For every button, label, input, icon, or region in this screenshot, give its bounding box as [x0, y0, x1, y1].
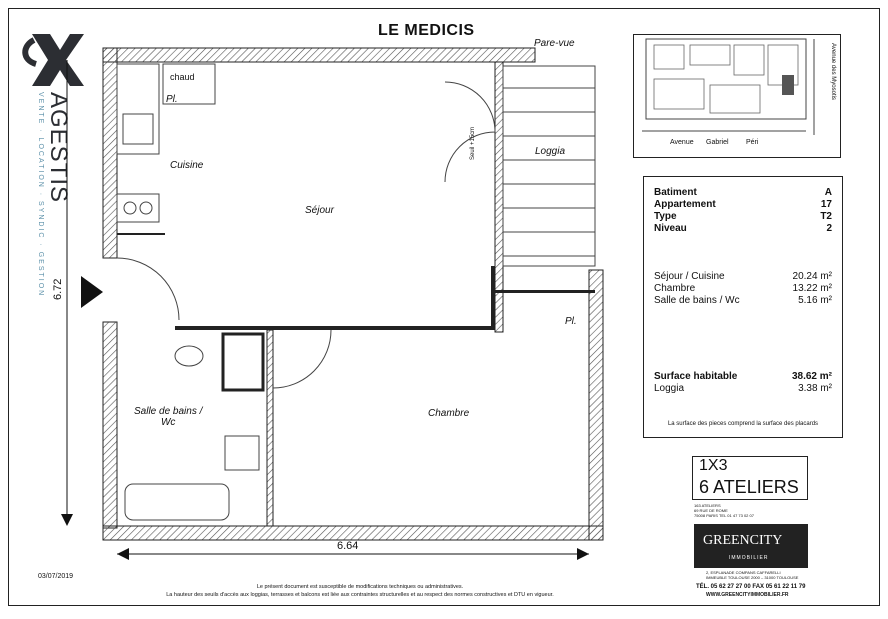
wall-sejour-chambre	[175, 326, 495, 330]
greencity-name: GREENCITY	[703, 533, 783, 548]
footer-line2: La hauteur des seuils d'accès aux loggias, terrasses et balcons est liée aux contraintes structurelles et au respect des normes constructives et DTU en vigueur.	[166, 592, 554, 598]
room-chambre: Chambre	[428, 408, 470, 419]
ateliers-line1: 1X3	[699, 457, 728, 474]
chambre-door-arc	[273, 330, 331, 388]
bathtub	[125, 484, 229, 520]
sdb-label: Salle de bains / Wc	[654, 295, 740, 306]
apartment-info	[643, 176, 843, 438]
wall-sdb	[267, 330, 273, 526]
label-seuil: Seuil +15cm	[470, 126, 476, 160]
entry-door-arc	[117, 258, 179, 320]
appartement-label: Appartement	[654, 199, 716, 210]
brand-name: AGESTIS	[45, 92, 72, 204]
toilet	[175, 346, 203, 366]
loggia-area	[503, 66, 595, 266]
batiment-value: A	[824, 187, 832, 198]
wall-left-bottom	[103, 322, 117, 528]
page-title: LE MEDICIS	[378, 22, 475, 39]
footer-date: 03/07/2019	[38, 573, 74, 580]
appartement-value: 17	[820, 199, 832, 210]
floor-plan	[55, 36, 615, 566]
hob	[117, 194, 159, 222]
type-label: Type	[654, 211, 677, 222]
sejour-value: 20.24 m²	[792, 271, 832, 282]
surface-label: Surface habitable	[654, 371, 738, 382]
sdb-value: 5.16 m²	[798, 295, 832, 306]
room-sejour: Séjour	[305, 205, 334, 216]
chambre-value: 13.22 m²	[792, 283, 832, 294]
ateliers-logo	[692, 456, 808, 500]
label-chaud: chaud	[170, 72, 195, 82]
surface-value: 38.62 m²	[791, 371, 832, 382]
loggia-label: Loggia	[654, 383, 685, 394]
surface-note: La surface des pieces comprend la surface des placards	[667, 421, 819, 427]
wc-box	[223, 334, 263, 390]
greencity-web: WWW.GREENCITYIMMOBILIER.FR	[706, 592, 789, 598]
wall-top	[103, 48, 535, 62]
footer-line1: Le présent document est susceptible de modifications techniques ou administratives.	[256, 584, 464, 590]
wall-placard	[495, 290, 595, 293]
room-cuisine: Cuisine	[170, 160, 204, 171]
label-placard-1: Pl.	[166, 94, 178, 105]
ateliers-address: 163 ATELIERS 69 RUE DE ROME 75008 PARIS TEL 01 47 73 02 07	[694, 503, 754, 518]
loggia-value: 3.38 m²	[798, 383, 832, 394]
greencity-sub: IMMOBILIER	[729, 555, 769, 561]
ateliers-line2: 6 ATELIERS	[699, 477, 799, 497]
niveau-label: Niveau	[654, 223, 687, 234]
batiment-label: Batiment	[654, 187, 697, 198]
street-3: Péri	[746, 139, 759, 146]
wall-chambre-right	[491, 266, 495, 330]
greencity-logo	[694, 524, 808, 568]
site-map-drawing	[634, 35, 840, 157]
room-sdb: Salle de bains / Wc	[134, 406, 203, 428]
dim-height: 6.72	[52, 278, 64, 300]
greencity-address: 2, ESPLANADE COMPANS CAFFARELLI IMMEUBLE TOULOUSE 2000 – 31000 TOULOUSE	[706, 570, 799, 580]
label-pare-vue: Pare-vue	[534, 38, 575, 49]
sejour-label: Séjour / Cuisine	[654, 271, 725, 282]
wall-left-top	[103, 48, 117, 258]
entry-arrow-icon	[81, 276, 103, 308]
label-placard-2: Pl.	[565, 316, 577, 327]
dim-width: 6.64	[337, 540, 359, 552]
washbasin	[225, 436, 259, 470]
type-value: T2	[820, 211, 832, 222]
brand-tagline: VENTE · LOCATION · SYNDIC · GESTION	[37, 92, 44, 298]
room-loggia: Loggia	[535, 146, 566, 157]
street-vertical: Avenue des Myosotis	[830, 43, 836, 100]
site-keymap	[633, 34, 841, 158]
greencity-tel: TÉL. 05 62 27 27 00 FAX 05 61 22 11 79	[696, 584, 806, 590]
niveau-value: 2	[826, 223, 832, 234]
wall-bottom	[103, 526, 603, 540]
wall-right	[589, 270, 603, 540]
chambre-label: Chambre	[654, 283, 696, 294]
street-2: Gabriel	[706, 139, 729, 146]
street-1: Avenue	[670, 139, 694, 146]
